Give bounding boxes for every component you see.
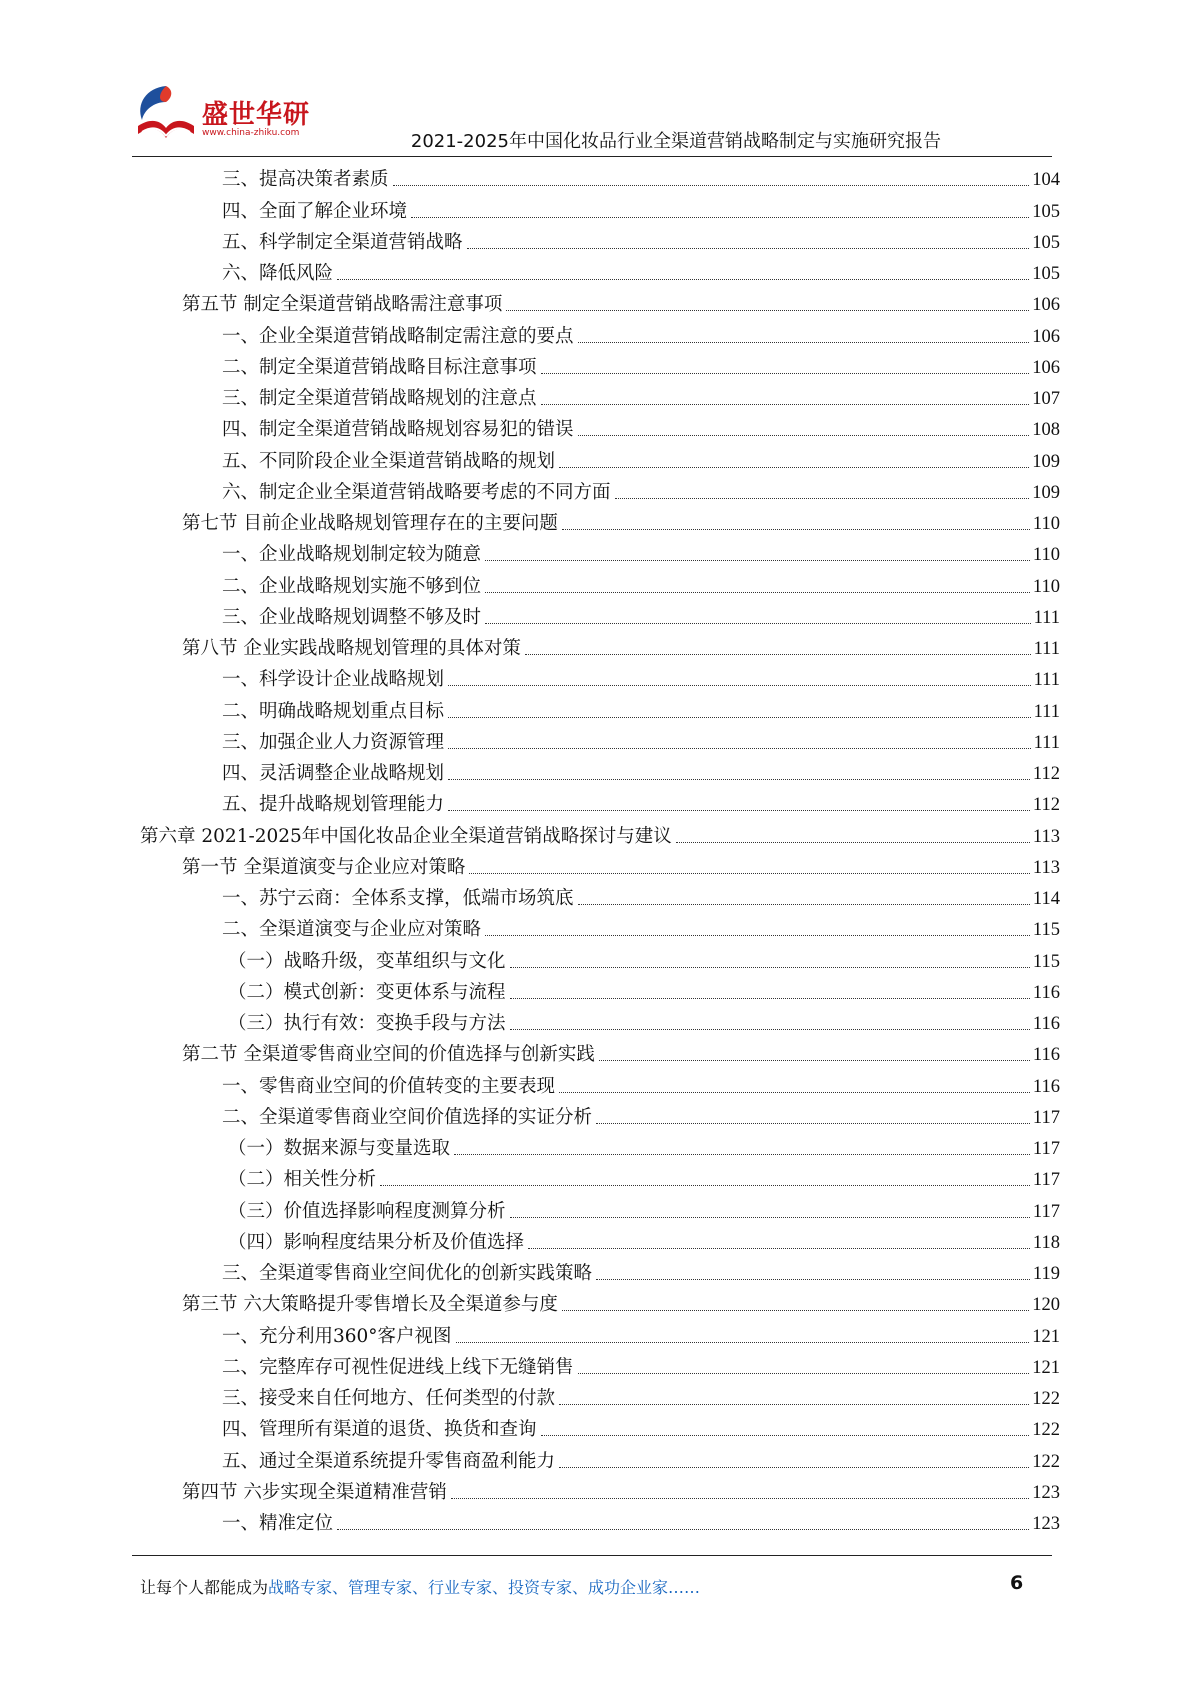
toc-dot-leader [456,1342,1030,1343]
toc-entry-page: 116 [1032,1014,1060,1034]
toc-entry-page: 106 [1032,357,1060,378]
toc-entry-page: 105 [1032,264,1060,284]
toc-entry-page: 109 [1032,451,1060,472]
toc-entry-label: 二、完整库存可视性促进线上线下无缝销售 [222,1356,574,1378]
toc-entry[interactable] [140,474,1060,505]
toc-entry[interactable] [140,849,1060,880]
toc-entry-page: 111 [1033,701,1060,722]
toc-entry-label: 四、全面了解企业环境 [222,200,408,222]
toc-entry[interactable] [140,224,1060,255]
toc-entry-page: 108 [1032,420,1060,441]
toc-entry-page: 120 [1032,1295,1060,1316]
toc-entry-label: 四、制定全渠道营销战略规划容易犯的错误 [222,419,574,441]
toc-entry[interactable] [140,1505,1060,1536]
toc-entry[interactable] [140,1036,1060,1067]
toc-entry[interactable] [140,911,1060,942]
page-number: 6 [1010,1572,1024,1594]
toc-entry-label: （四）影响程度结果分析及价值选择 [228,1231,525,1253]
toc-entry[interactable] [140,442,1060,473]
toc-entry[interactable] [140,1380,1060,1411]
toc-entry[interactable] [140,536,1060,567]
toc-entry-page: 107 [1032,389,1060,409]
toc-dot-leader [510,967,1030,968]
toc-entry-label: 四、灵活调整企业战略规划 [222,763,445,784]
toc-entry-label: 五、科学制定全渠道营销战略 [222,231,463,253]
toc-entry-page: 106 [1032,326,1060,347]
toc-dot-leader [448,779,1030,780]
toc-entry-label: 三、加强企业人力资源管理 [222,731,445,753]
table-of-contents [140,161,1060,1536]
toc-dot-leader [380,1185,1030,1186]
toc-entry[interactable] [140,1255,1060,1286]
toc-entry-label: 五、通过全渠道系统提升零售商盈利能力 [222,1450,556,1472]
toc-entry[interactable] [140,786,1060,817]
toc-entry-label: 第一节 全渠道演变与企业应对策略 [182,856,466,878]
toc-entry-label: 一、苏宁云商：全体系支撑，低端市场筑底 [222,888,574,909]
toc-dot-leader [541,1435,1030,1436]
toc-dot-leader [676,842,1030,843]
toc-entry-label: 一、科学设计企业战略规划 [222,669,445,691]
toc-entry[interactable] [140,1442,1060,1473]
toc-entry-label: 三、制定全渠道营销战略规划的注意点 [222,388,537,409]
toc-entry[interactable] [140,755,1060,786]
toc-entry-page: 122 [1032,1420,1060,1441]
toc-dot-leader [485,560,1030,561]
toc-dot-leader [454,1154,1030,1155]
toc-entry-page: 111 [1033,670,1060,691]
toc-entry-page: 114 [1032,889,1060,909]
toc-entry-page: 110 [1032,576,1060,597]
toc-entry-label: 三、企业战略规划调整不够及时 [222,606,482,628]
toc-dot-leader [528,1248,1030,1249]
toc-entry[interactable] [140,255,1060,286]
toc-entry-label: 一、零售商业空间的价值转变的主要表现 [222,1075,556,1097]
toc-dot-leader [448,717,1031,718]
toc-entry-label: 三、接受来自任何地方、任何类型的付款 [222,1388,556,1409]
toc-entry-page: 113 [1032,826,1060,847]
toc-entry-page: 111 [1033,639,1060,659]
toc-entry-page: 112 [1032,795,1060,816]
toc-entry-page: 117 [1032,1139,1060,1159]
toc-dot-leader [541,373,1030,374]
toc-dot-leader [559,1467,1029,1468]
toc-entry[interactable] [140,380,1060,411]
toc-entry-label: 第四节 六步实现全渠道精准营销 [182,1481,447,1503]
toc-entry[interactable] [140,161,1060,192]
toc-dot-leader [596,1123,1030,1124]
report-title: 2021-2025年中国化妆品行业全渠道营销战略制定与实施研究报告 [410,131,941,152]
toc-entry-label: 第六章 2021-2025年中国化妆品企业全渠道营销战略探讨与建议 [140,825,672,847]
toc-dot-leader [578,342,1030,343]
toc-dot-leader [451,1498,1029,1499]
toc-entry-label: 一、企业全渠道营销战略制定需注意的要点 [222,325,574,347]
toc-dot-leader [615,498,1030,499]
toc-dot-leader [337,1529,1029,1530]
toc-entry-page: 115 [1032,951,1060,972]
toc-entry[interactable] [140,1161,1060,1192]
toc-dot-leader [448,810,1030,811]
toc-dot-leader [337,279,1029,280]
toc-entry[interactable] [140,974,1060,1005]
toc-dot-leader [485,623,1031,624]
toc-entry-label: （一）战略升级，变革组织与文化 [228,950,506,972]
toc-entry[interactable] [140,661,1060,692]
toc-dot-leader [467,248,1030,249]
toc-entry[interactable] [140,1192,1060,1223]
toc-dot-leader [578,435,1030,436]
toc-entry-page: 106 [1032,295,1060,316]
footer-divider [132,1555,1052,1556]
toc-dot-leader [485,935,1030,936]
toc-entry-page: 113 [1032,857,1060,878]
toc-entry-page: 117 [1032,1201,1060,1222]
page-header [0,0,1191,160]
toc-entry[interactable] [140,1224,1060,1255]
toc-entry-label: （一）数据来源与变量选取 [228,1138,451,1159]
toc-entry-label: 四、管理所有渠道的退货、换货和查询 [222,1419,537,1441]
toc-entry-label: 六、降低风险 [222,263,334,284]
toc-entry-page: 118 [1032,1232,1060,1253]
toc-entry-page: 122 [1032,1451,1060,1472]
toc-entry-label: 二、制定全渠道营销战略目标注意事项 [222,356,537,378]
toc-entry-label: 五、提升战略规划管理能力 [222,794,445,816]
toc-entry[interactable] [140,1005,1060,1036]
toc-entry-page: 123 [1032,1514,1060,1534]
toc-entry[interactable] [140,1286,1060,1317]
toc-entry-page: 110 [1032,545,1060,566]
toc-entry[interactable] [140,411,1060,442]
toc-entry[interactable] [140,599,1060,630]
toc-dot-leader [510,1029,1030,1030]
toc-entry-label: 一、精准定位 [222,1513,334,1534]
toc-entry-page: 104 [1032,170,1060,191]
toc-dot-leader [448,748,1031,749]
toc-entry[interactable] [140,567,1060,598]
toc-entry-label: 二、全渠道零售商业空间价值选择的实证分析 [222,1106,593,1128]
toc-dot-leader [578,1373,1030,1374]
toc-entry-label: 第三节 六大策略提升零售增长及全渠道参与度 [182,1294,558,1316]
toc-dot-leader [541,404,1030,405]
footer-slogan [140,1575,700,1598]
toc-entry-page: 123 [1032,1482,1060,1503]
toc-dot-leader [559,467,1029,468]
toc-entry[interactable] [140,1317,1060,1348]
toc-entry[interactable] [140,1474,1060,1505]
toc-entry-label: 六、制定企业全渠道营销战略要考虑的不同方面 [222,481,611,503]
toc-entry-label: （三）价值选择影响程度测算分析 [228,1200,506,1222]
toc-entry-page: 117 [1032,1107,1060,1128]
toc-dot-leader [562,529,1030,530]
logo-text: 盛世华研 [202,100,311,130]
toc-entry[interactable] [140,349,1060,380]
toc-entry-label: 一、企业战略规划制定较为随意 [222,544,482,566]
toc-entry[interactable] [140,942,1060,973]
toc-entry-label: 二、全渠道演变与企业应对策略 [222,919,482,941]
toc-entry[interactable] [140,1349,1060,1380]
toc-entry[interactable] [140,880,1060,911]
toc-entry-label: 第二节 全渠道零售商业空间的价值选择与创新实践 [182,1044,595,1066]
toc-entry-page: 116 [1032,1045,1060,1066]
toc-entry[interactable] [140,1411,1060,1442]
toc-dot-leader [411,217,1029,218]
toc-entry-page: 115 [1032,920,1060,941]
toc-dot-leader [510,1217,1030,1218]
toc-entry-page: 122 [1032,1389,1060,1409]
toc-entry[interactable] [140,192,1060,223]
toc-dot-leader [559,1092,1030,1093]
toc-entry-page: 121 [1032,1326,1060,1347]
toc-dot-leader [562,1310,1029,1311]
toc-entry-label: （二）模式创新：变更体系与流程 [228,981,506,1003]
toc-entry-label: 一、充分利用360°客户视图 [222,1325,452,1347]
logo-url: www.china-zhiku.com [202,128,300,138]
toc-entry-page: 111 [1033,732,1060,753]
toc-entry[interactable] [140,286,1060,317]
toc-entry-page: 116 [1032,982,1060,1003]
toc-dot-leader [599,1060,1030,1061]
toc-entry[interactable] [140,317,1060,348]
toc-entry-page: 111 [1033,607,1060,628]
toc-dot-leader [596,1279,1030,1280]
toc-entry-label: 第七节 目前企业战略规划管理存在的主要问题 [182,513,558,534]
toc-dot-leader [485,592,1030,593]
toc-entry[interactable] [140,1099,1060,1130]
footer-slogan-prefix: 让每个人都能成为 [140,1578,269,1597]
toc-entry[interactable] [140,724,1060,755]
toc-entry-page: 119 [1032,1264,1060,1284]
toc-dot-leader [469,873,1030,874]
toc-entry[interactable] [140,692,1060,723]
toc-entry[interactable] [140,1130,1060,1161]
toc-entry-page: 112 [1032,764,1060,784]
toc-entry-page: 121 [1032,1357,1060,1378]
toc-dot-leader [559,1404,1029,1405]
toc-entry-label: （二）相关性分析 [228,1169,377,1191]
toc-entry-page: 110 [1032,514,1060,534]
toc-entry-label: 三、全渠道零售商业空间优化的创新实践策略 [222,1263,593,1284]
toc-dot-leader [525,654,1031,655]
toc-entry-label: 二、明确战略规划重点目标 [222,700,445,722]
toc-entry[interactable] [140,505,1060,536]
toc-entry-page: 105 [1032,232,1060,253]
toc-entry-page: 116 [1032,1076,1060,1097]
toc-entry-label: 第八节 企业实践战略规划管理的具体对策 [182,638,521,659]
toc-entry-page: 109 [1032,482,1060,503]
company-logo [132,80,312,150]
toc-entry-label: （三）执行有效：变换手段与方法 [228,1013,506,1034]
toc-dot-leader [578,904,1030,905]
toc-entry-page: 105 [1032,201,1060,222]
toc-entry-label: 五、不同阶段企业全渠道营销战略的规划 [222,450,556,472]
toc-dot-leader [448,685,1031,686]
toc-entry[interactable] [140,817,1060,848]
toc-dot-leader [506,310,1029,311]
toc-entry-label: 三、提高决策者素质 [222,169,389,191]
logo-book-icon [132,80,202,150]
toc-entry-page: 117 [1032,1170,1060,1191]
toc-dot-leader [393,185,1030,186]
header-divider [132,156,1052,157]
toc-dot-leader [510,998,1030,999]
footer-slogan-highlight: 战略专家、管理专家、行业专家、投资专家、成功企业家…… [268,1578,701,1597]
toc-entry[interactable] [140,1067,1060,1098]
toc-entry-label: 二、企业战略规划实施不够到位 [222,575,482,597]
toc-entry-label: 第五节 制定全渠道营销战略需注意事项 [182,294,503,316]
toc-entry[interactable] [140,630,1060,661]
